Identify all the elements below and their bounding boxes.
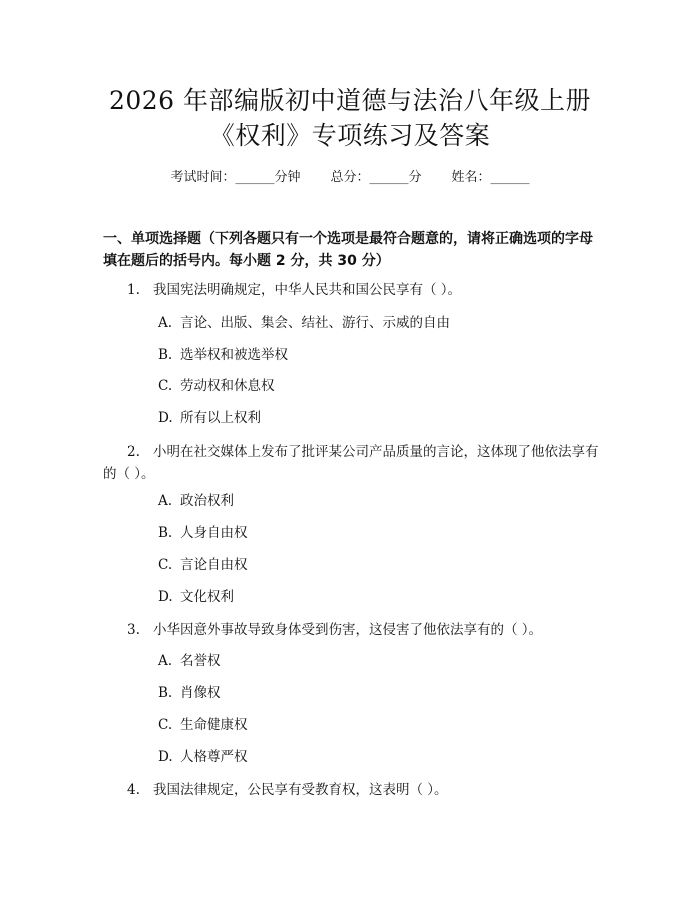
question-number: 1. [127,282,140,298]
question-4 [103,779,603,801]
option-1a: A. 言论、出版、集会、结社、游行、示威的自由 [158,315,450,331]
option-2b: B. 人身自由权 [158,525,248,541]
question-text: 我国法律规定，公民享有受教育权，这表明（ ）。 [153,782,448,798]
option-3d: D. 人格尊严权 [158,749,248,765]
option-2a: A. 政治权利 [158,493,234,509]
option-1d: D. 所有以上权利 [158,410,261,426]
option-2d: D. 文化权利 [158,589,234,605]
exam-meta [0,168,700,188]
question-2 [103,441,603,485]
question-number: 3. [127,622,140,638]
question-text: 我国宪法明确规定，中华人民共和国公民享有（ ）。 [153,282,462,298]
question-number: 4. [127,782,140,798]
question-text: 小华因意外事故导致身体受到伤害，这侵害了他依法享有的（ ）。 [153,622,543,638]
section-heading: 一、单项选择题（下列各题只有一个选项是最符合题意的，请将正确选项的字母填在题后的括号内。每小题 2 分，共 30 分） [103,231,593,269]
exam-time-field: 考试时间：______分钟 [170,170,301,185]
option-1b: B. 选举权和被选举权 [158,347,288,363]
option-2c: C. 言论自由权 [158,557,248,573]
option-1c: C. 劳动权和休息权 [158,378,275,394]
question-1 [103,279,603,301]
document-title-line-1: 2026 年部编版初中道德与法治八年级上册 [108,86,592,115]
name-field: 姓名：______ [451,170,530,185]
option-3c: C. 生命健康权 [158,717,248,733]
question-3 [103,619,603,641]
document-title-line-2: 《权利》专项练习及答案 [209,121,491,150]
question-number: 2. [127,444,140,460]
total-score-field: 总分：______分 [330,170,422,185]
option-3b: B. 肖像权 [158,685,221,701]
question-text: 小明在社交媒体上发布了批评某公司产品质量的言论，这体现了他依法享有的（ ）。 [103,444,599,482]
option-3a: A. 名誉权 [158,653,221,669]
